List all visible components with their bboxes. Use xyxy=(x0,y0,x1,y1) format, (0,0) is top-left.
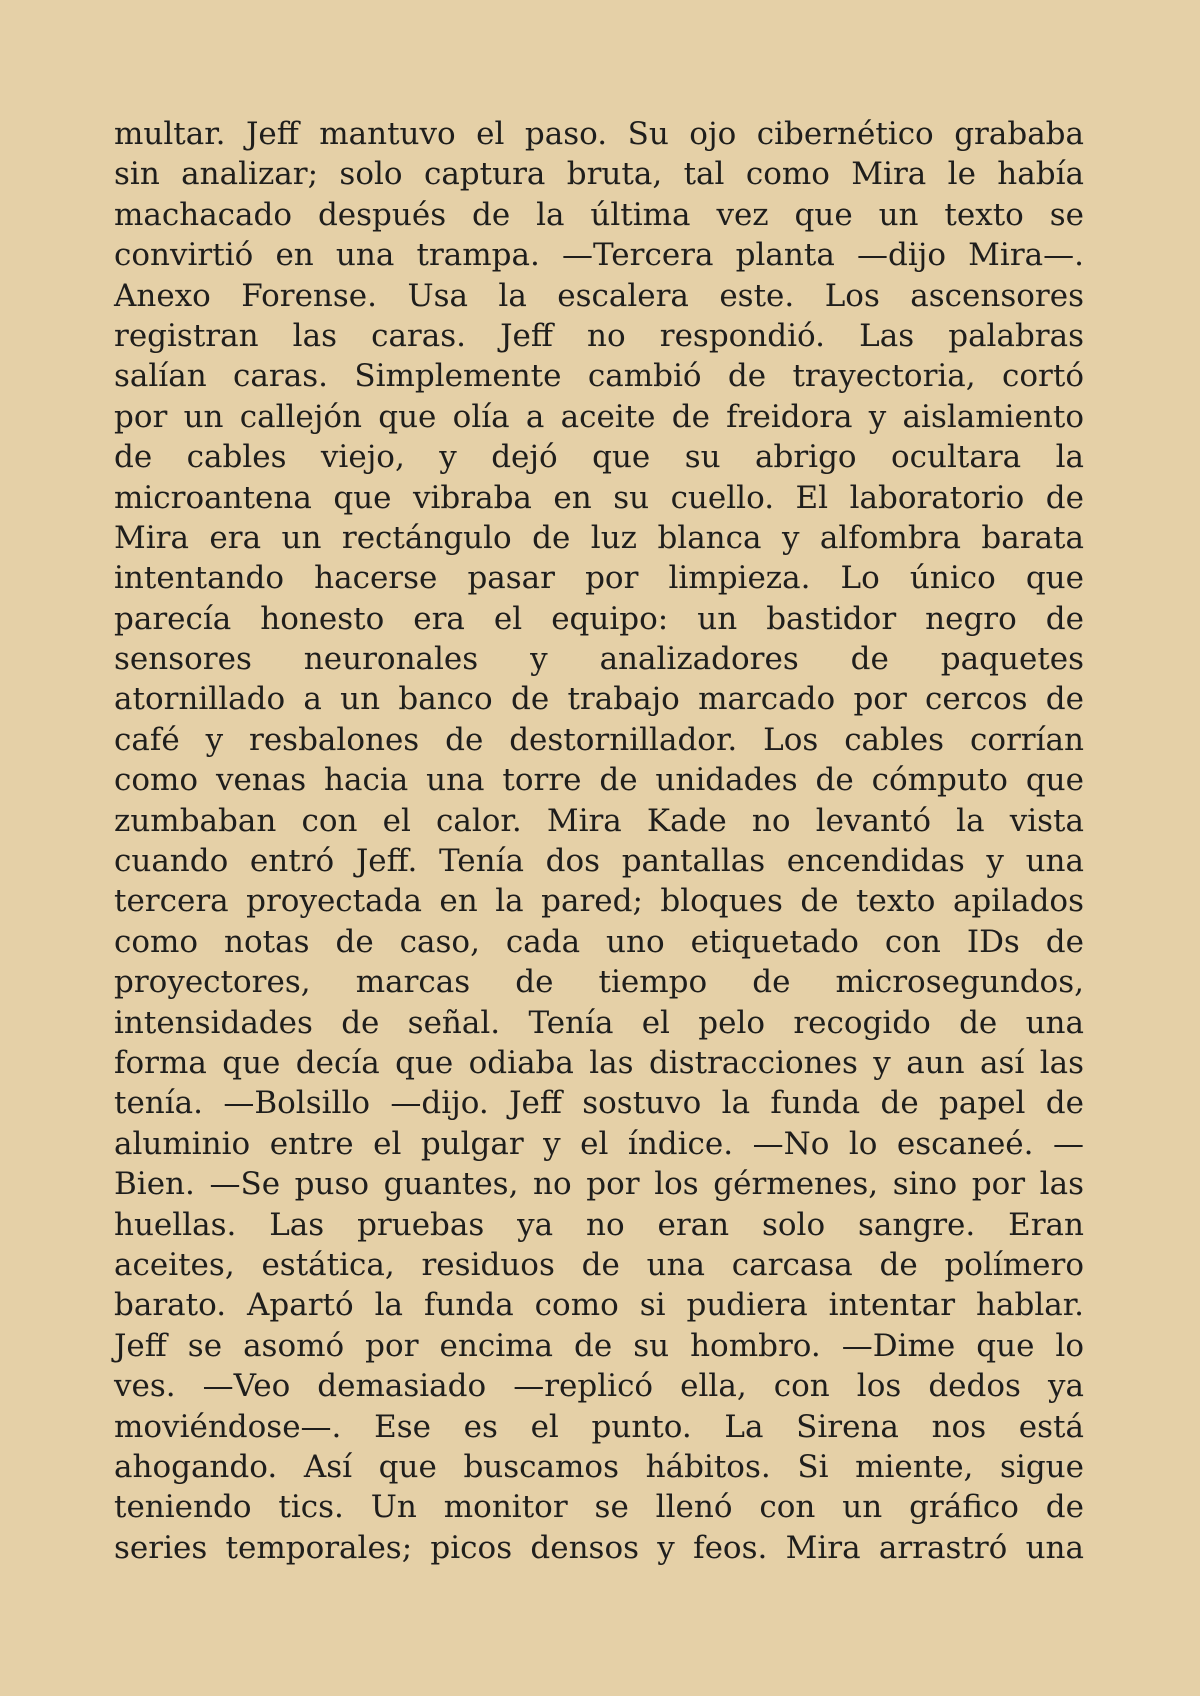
text-line: sin analizar; solo captura bruta, tal como Mira le había xyxy=(114,156,1084,193)
text-line: Anexo Forense. Usa la escalera este. Los ascensores xyxy=(114,277,1084,314)
text-line: huellas. Las pruebas ya no eran solo sangre. Eran xyxy=(114,1206,1084,1243)
text-line: aceites, estática, residuos de una carcasa de polímero xyxy=(114,1246,1084,1283)
text-line: cuando entró Jeff. Tenía dos pantallas encendidas y una xyxy=(114,843,1084,880)
body-text xyxy=(114,114,1084,1568)
text-line: registran las caras. Jeff no respondió. Las palabras xyxy=(114,317,1084,354)
text-line: de cables viejo, y dejó que su abrigo ocultara la xyxy=(114,439,1084,476)
text-line: multar. Jeff mantuvo el paso. Su ojo cibernético grababa xyxy=(114,116,1084,152)
text-line: microantena que vibraba en su cuello. El laboratorio de xyxy=(114,479,1084,516)
text-line: Jeff se asomó por encima de su hombro. —Dime que lo xyxy=(114,1327,1084,1364)
text-line: forma que decía que odiaba las distracciones y aun así las xyxy=(114,1044,1084,1081)
text-line: convirtió en una trampa. —Tercera planta —dijo Mira—. xyxy=(114,237,1084,274)
text-line: ves. —Veo demasiado —replicó ella, con los dedos ya xyxy=(114,1368,1084,1405)
text-line: machacado después de la última vez que un texto se xyxy=(114,196,1084,233)
text-line: intentando hacerse pasar por limpieza. Lo único que xyxy=(114,560,1084,597)
text-line: moviéndose—. Ese es el punto. La Sirena nos está xyxy=(114,1408,1084,1445)
text-line: como notas de caso, cada uno etiquetado con IDs de xyxy=(114,923,1084,960)
text-line: aluminio entre el pulgar y el índice. —No lo escaneé. — xyxy=(114,1125,1084,1162)
text-line: salían caras. Simplemente cambió de trayectoria, cortó xyxy=(114,358,1084,395)
text-line: barato. Apartó la funda como si pudiera intentar hablar. xyxy=(114,1287,1084,1324)
text-line: como venas hacia una torre de unidades de cómputo que xyxy=(114,762,1084,799)
text-line: ahogando. Así que buscamos hábitos. Si miente, sigue xyxy=(114,1448,1084,1485)
text-line: sensores neuronales y analizadores de paquetes xyxy=(114,641,1084,678)
text-line: por un callejón que olía a aceite de freidora y aislamiento xyxy=(114,398,1084,435)
text-line: proyectores, marcas de tiempo de microsegundos, xyxy=(114,964,1084,1001)
text-line: parecía honesto era el equipo: un bastidor negro de xyxy=(114,600,1084,637)
text-line: intensidades de señal. Tenía el pelo recogido de una xyxy=(114,1004,1084,1041)
text-line: café y resbalones de destornillador. Los cables corrían xyxy=(114,721,1084,758)
text-line: atornillado a un banco de trabajo marcado por cercos de xyxy=(114,681,1084,718)
text-line: Mira era un rectángulo de luz blanca y alfombra barata xyxy=(114,519,1084,556)
text-line: tercera proyectada en la pared; bloques de texto apilados xyxy=(114,883,1084,920)
text-line: teniendo tics. Un monitor se llenó con un gráfico de xyxy=(114,1489,1084,1526)
text-line: tenía. —Bolsillo —dijo. Jeff sostuvo la funda de papel de xyxy=(114,1085,1084,1122)
text-line: series temporales; picos densos y feos. Mira arrastró una xyxy=(114,1529,1084,1566)
text-line: zumbaban con el calor. Mira Kade no levantó la vista xyxy=(114,802,1084,839)
text-line: Bien. —Se puso guantes, no por los gérmenes, sino por las xyxy=(114,1166,1084,1203)
